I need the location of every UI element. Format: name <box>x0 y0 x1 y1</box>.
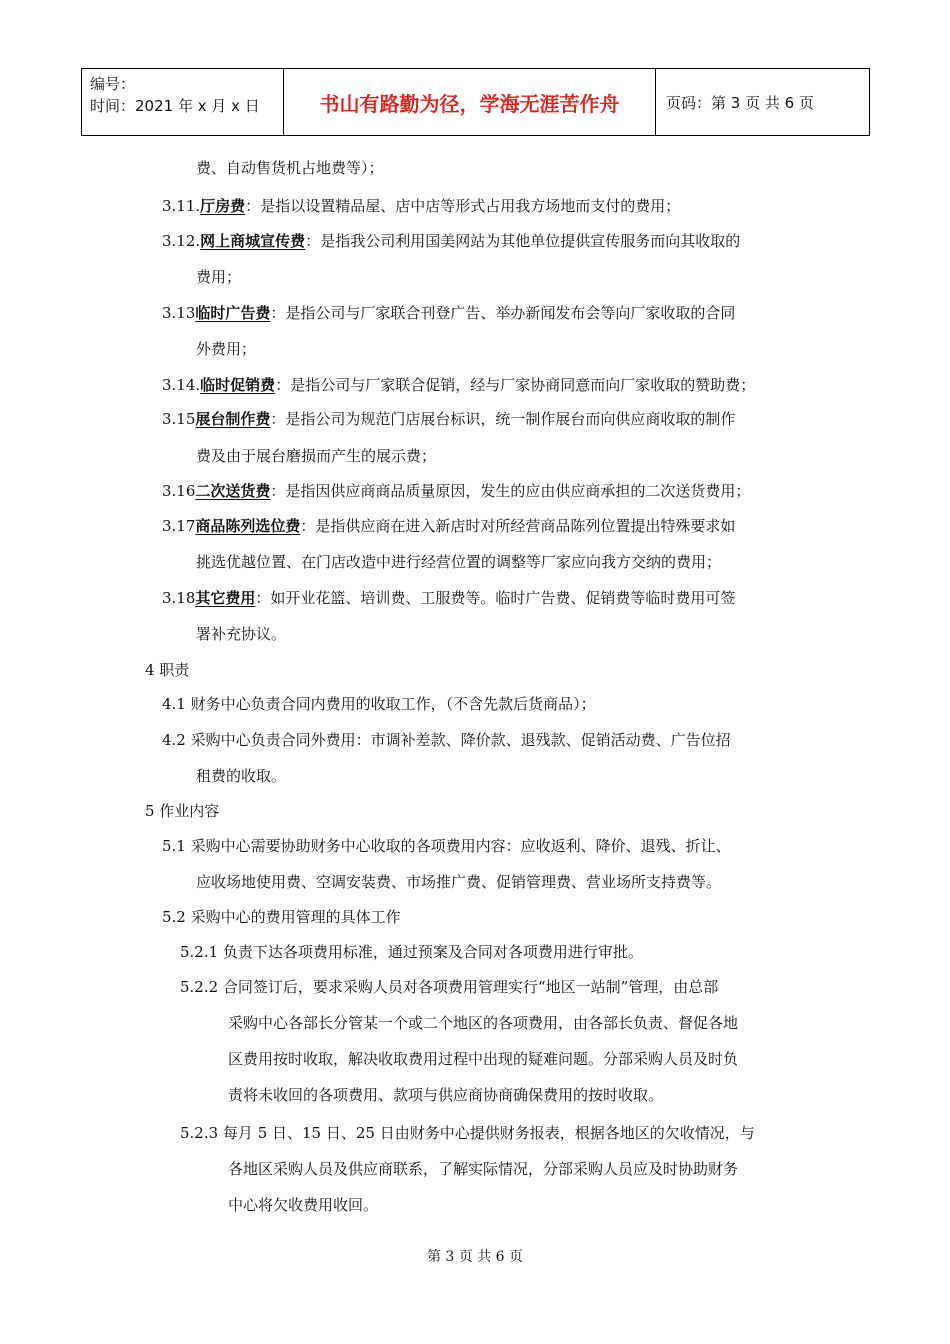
text-line: 5.2 采购中心的费用管理的具体工作 <box>162 908 401 926</box>
text-line: 各地区采购人员及供应商联系，了解实际情况，分部采购人员应及时协助财务 <box>228 1160 739 1178</box>
header-meta <box>82 69 284 135</box>
text-line: 应收场地使用费、空调安装费、市场推广费、促销管理费、营业场所支持费等。 <box>196 873 722 891</box>
text-line: 4.1 财务中心负责合同内费用的收取工作，（不含先款后货商品）； <box>162 695 596 713</box>
fee-item-3-13: 3.13临时广告费：是指公司与厂家联合刊登广告、举办新闻发布会等向厂家收取的合同 <box>162 304 736 322</box>
text-line: 责将未收回的各项费用、款项与供应商协商确保费用的按时收取。 <box>228 1086 664 1104</box>
text-line: 5.1 采购中心需要协助财务中心收取的各项费用内容：应收返利、降价、退残、折让、 <box>162 837 731 855</box>
time-label: 时间：2021 年 x 月 x 日 <box>90 97 260 115</box>
text-line: 5.2.1 负责下达各项费用标准，通过预案及合同对各项费用进行审批。 <box>180 943 643 961</box>
text-line: 费、自动售货机占地费等）； <box>196 159 384 177</box>
fee-item-3-17: 3.17商品陈列选位费：是指供应商在进入新店时对所经营商品陈列位置提出特殊要求如 <box>162 517 736 535</box>
text-line: 4.2 采购中心负责合同外费用：市调补差款、降价款、退残款、促销活动费、广告位招 <box>162 731 731 749</box>
text-line: 租费的收取。 <box>196 767 287 785</box>
fee-term: 网上商城宣传费 <box>200 232 306 250</box>
header-page-label: 页码：第 3 页 共 6 页 <box>666 93 814 112</box>
fee-item-3-15: 3.15展台制作费：是指公司为规范门店展台标识，统一制作展台而向供应商收取的制作 <box>162 410 736 428</box>
header-table <box>81 68 870 136</box>
fee-term: 商品陈列选位费 <box>195 517 301 535</box>
fee-term: 二次送货费 <box>195 482 271 500</box>
fee-term: 其它费用 <box>195 589 256 607</box>
fee-item-3-14: 3.14.临时促销费：是指公司与厂家联合促销，经与厂家协商同意而向厂家收取的赞助费； <box>162 376 756 394</box>
fee-item-3-18: 3.18其它费用：如开业花篮、培训费、工服费等。临时广告费、促销费等临时费用可签 <box>162 589 736 607</box>
text-line: 5.2.3 每月 5 日、15 日、25 日由财务中心提供财务报表，根据各地区的欠收情况，与 <box>180 1124 755 1142</box>
text-line: 署补充协议。 <box>196 625 287 643</box>
page-footer: 第 3 页 共 6 页 <box>426 1249 524 1265</box>
text-line: 费用； <box>196 268 242 286</box>
fee-item-3-16: 3.16二次送货费：是指因供应商商品质量原因，发生的应由供应商承担的二次送货费用； <box>162 482 751 500</box>
header-motto: 书山有路勤为径，学海无涯苦作舟 <box>284 69 656 135</box>
text-line: 区费用按时收取，解决收取费用过程中出现的疑难问题。分部采购人员及时负 <box>228 1050 739 1068</box>
text-line: 采购中心各部长分管某一个或二个地区的各项费用，由各部长负责、督促各地 <box>228 1014 739 1032</box>
fee-term: 厅房费 <box>200 197 246 215</box>
fee-item-3-12: 3.12.网上商城宣传费：是指我公司利用国美网站为其他单位提供宣传服务而向其收取的 <box>162 232 741 250</box>
fee-item-3-11: 3.11.厅房费：是指以设置精品屋、店中店等形式占用我方场地而支付的费用； <box>162 197 681 215</box>
text-line: 中心将欠收费用收回。 <box>228 1196 379 1214</box>
section-heading: 4 职责 <box>145 661 190 679</box>
text-line: 挑选优越位置、在门店改造中进行经营位置的调整等厂家应向我方交纳的费用； <box>196 553 722 571</box>
fee-term: 展台制作费 <box>195 410 271 428</box>
fee-term: 临时广告费 <box>195 304 271 322</box>
code-label: 编号： <box>90 75 136 93</box>
text-line: 5.2.2 合同签订后，要求采购人员对各项费用管理实行“地区一站制”管理，由总部 <box>180 978 719 996</box>
text-line: 外费用； <box>196 340 257 358</box>
section-heading: 5 作业内容 <box>145 802 220 820</box>
text-line: 费及由于展台磨损而产生的展示费； <box>196 447 437 465</box>
fee-term: 临时促销费 <box>200 376 276 394</box>
